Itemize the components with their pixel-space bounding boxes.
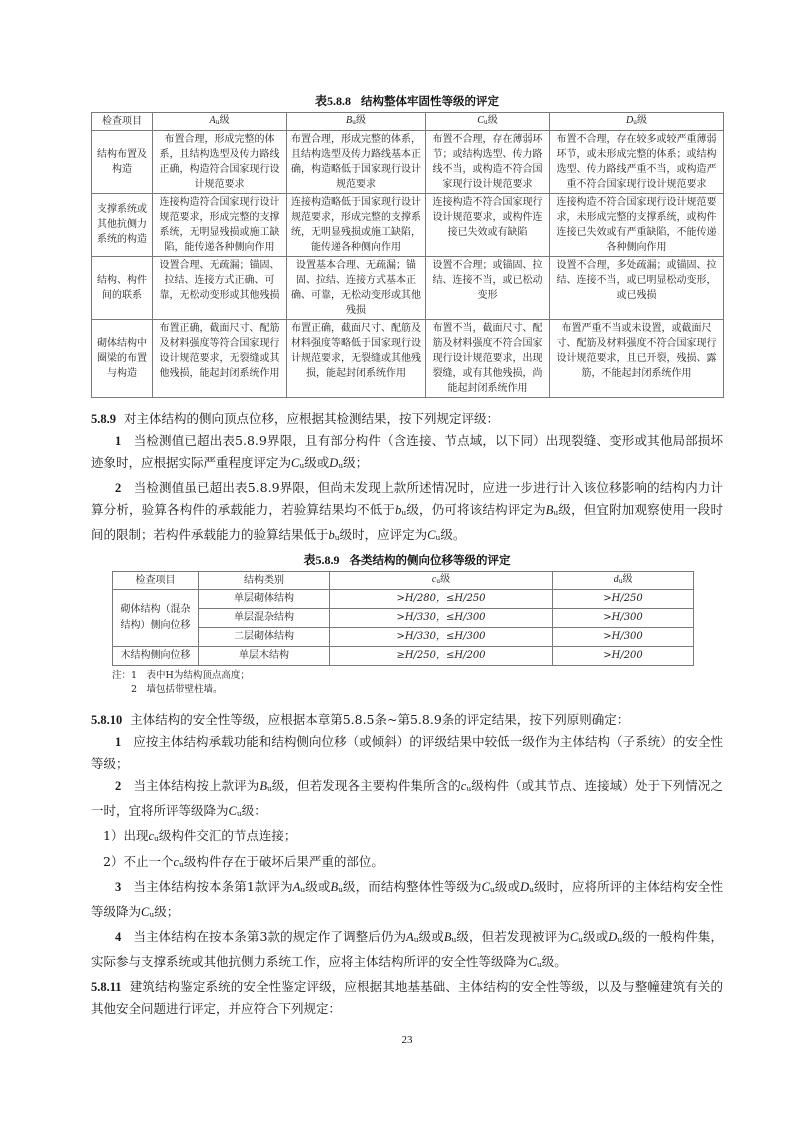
group-masonry: 砌体结构（混杂结构）侧向位移	[113, 590, 199, 647]
cell-type: 单层混杂结构	[199, 609, 330, 628]
table-589-caption	[91, 551, 723, 569]
clause-5810-item-4: 4 当主体结构在按本条第3款的规定作了调整后仍为Au级或Bu级，但若发现被评为Cu级或Du级的一般构件集，实际参与支撑系统或其他抗侧力系统工作，应将主体结构所评的安全性等级降为Cu级。	[91, 928, 723, 970]
header-grade-c: cu级	[330, 572, 553, 590]
cell-c: >H/330，≤H/300	[330, 628, 553, 647]
table-row	[113, 609, 694, 628]
clause-589-item-2: 2 当检测值虽已超出表5.8.9界限，但尚未发现上款所述情况时，应进一步进行计入该位移影响的结构内力计算分析，验算各构件的承载能力，若验算结果均不低于bu级，仍可将该结构评定为Bu级，但宜附加观察使用一段时间的限制；若构件承载能力的验算结果低于bu级时，应评定为Cu级。	[91, 480, 723, 543]
table-row	[92, 193, 724, 256]
header-check-item: 检查项目	[92, 113, 153, 131]
cell-d: 布置严重不当或未设置，或截面尺寸、配筋及材料强度不符合国家现行设计规范要求，且已开裂，残损、露筋，不能起封闭系统作用	[550, 319, 724, 397]
table-588-caption	[91, 92, 723, 110]
cell-c: ≥H/250，≤H/200	[330, 647, 553, 666]
clause-589-item-1: 1 当检测值已超出表5.8.9界限，且有部分构件（含连接、节点域，以下同）出现裂缝、变形或其他局部损坏迹象时，应根据实际严重程度评定为Cu级或Du级；	[91, 432, 723, 471]
cell-c: 设置不合理；或锚固、拉结、连接不当，或已松动变形	[426, 256, 550, 319]
header-grade-a: Au级	[153, 113, 287, 131]
header-grade-d: Du级	[550, 113, 724, 131]
group-timber: 木结构侧向位移	[113, 647, 199, 666]
table-row	[92, 130, 724, 193]
table-588-title: 结构整体牢固性等级的评定	[361, 94, 499, 108]
row-item: 结构布置及构造	[92, 130, 153, 193]
cell-b: 连接构造略低于国家现行设计规范要求，形成完整的支撑系统，无明显残损或施工缺陷，能传递各种侧向作用	[287, 193, 426, 256]
row-item: 结构、构件间的联系	[92, 256, 153, 319]
table-589-note-1: 注：1 表中H为结构顶点高度；	[112, 670, 250, 682]
cell-c: 布置不合理，存在薄弱环节；或结构选型、传力路线不当，或构造不符合国家现行设计规范要求	[426, 130, 550, 193]
header-structure-type: 结构类别	[199, 572, 330, 590]
page-number: 23	[401, 1034, 413, 1047]
header-grade-b: Bu级	[287, 113, 426, 131]
clause-5810	[91, 709, 723, 1020]
cell-b: 布置合理，形成完整的体系，且结构选型及传力路线基本正确，构造略低于国家现行设计规范要求	[287, 130, 426, 193]
table-row	[113, 628, 694, 647]
cell-c: >H/330，≤H/300	[330, 609, 553, 628]
cell-b: 设置基本合理、无疏漏；锚固、拉结、连接方式基本正确、可靠，无松动变形或其他残损	[287, 256, 426, 319]
clause-5810-sub-2: 2）不止一个cu级构件存在于破坏后果严重的部位。	[103, 853, 384, 869]
table-row	[113, 647, 694, 666]
cell-a: 设置合理、无疏漏；锚固、拉结、连接方式正确、可靠，无松动变形或其他残损	[153, 256, 287, 319]
row-item: 支撑系统或其他抗侧力系统的构造	[92, 193, 153, 256]
row-item: 砌体结构中圈梁的布置与构造	[92, 319, 153, 397]
cell-type: 二层砌体结构	[199, 628, 330, 647]
cell-b: 布置正确，截面尺寸、配筋及材料强度等略低于国家现行设计规范要求，无裂缝或其他残损，能起封闭系统作用	[287, 319, 426, 397]
table-588	[91, 112, 724, 398]
cell-c: 布置不当，截面尺寸、配筋及材料强度不符合国家现行设计规范要求，出现裂缝，或有其他残损，尚能起封闭系统作用	[426, 319, 550, 397]
cell-type: 单层木结构	[199, 647, 330, 666]
cell-d: 连接构造不符合国家现行设计规范要求，未形成完整的支撑系统，或构件连接已失效或有严重缺陷，不能传递各种侧向作用	[550, 193, 724, 256]
table-589-title: 各类结构的侧向位移等级的评定	[349, 553, 511, 568]
cell-c: >H/280，≤H/250	[330, 590, 553, 609]
clause-5810-item-3: 3 当主体结构按本条第1款评为Au级或Bu级，而结构整体性等级为Cu级或Du级时，应将所评的主体结构安全性等级降为Cu级；	[91, 878, 723, 919]
cell-d: >H/300	[553, 628, 694, 647]
table-row	[113, 590, 694, 609]
cell-d: >H/300	[553, 609, 694, 628]
cell-a: 布置合理，形成完整的体系，且结构选型及传力路线正确，构造符合国家现行设计规范要求	[153, 130, 287, 193]
clause-5811: 5.8.11 建筑结构鉴定系统的安全性鉴定评级，应根据其地基基础、主体结构的安全性等级，以及与整幢建筑有关的其他安全问题进行评定，并应符合下列规定：	[91, 979, 723, 1017]
cell-d: 布置不合理，存在较多或较严重薄弱环节，或未形成完整的体系；或结构选型、传力路线严重不当，或构造严重不符合国家现行设计规范要求	[550, 130, 724, 193]
table-589-number: 表5.8.9	[303, 553, 340, 568]
header-check-item: 检查项目	[113, 572, 199, 590]
cell-d: 设置不合理，多处疏漏；或锚固、拉结、连接不当，或已明显松动变形，或已残损	[550, 256, 724, 319]
cell-d: >H/200	[553, 647, 694, 666]
page-content	[91, 92, 723, 1046]
cell-a: 布置正确，截面尺寸、配筋及材料强度等符合国家现行设计规范要求，无裂缝或其他残损，能起封闭系统作用	[153, 319, 287, 397]
clause-5810-item-1: 1 应按主体结构承载功能和结构侧向位移（或倾斜）的评级结果中较低一级作为主体结构（子系统）的安全性等级；	[91, 734, 723, 772]
table-row	[92, 319, 724, 397]
cell-c: 连接构造不符合国家现行设计规范要求，或构件连接已失效或有缺陷	[426, 193, 550, 256]
clause-5810-heading: 5.8.10 主体结构的安全性等级，应根据本章第5.8.5条~第5.8.9条的评定结果，按下列原则确定：	[91, 712, 630, 728]
table-589-note-2: 2 墙包括带壁柱墙。	[131, 684, 223, 696]
table-589-block	[112, 571, 693, 697]
header-grade-c: Cu级	[426, 113, 550, 131]
clause-589-heading: 5.8.9 对主体结构的侧向顶点位移，应根据其检测结果，按下列规定评级：	[91, 410, 499, 426]
clause-589	[91, 408, 723, 549]
clause-5810-sub-1: 1）出现cu级构件交汇的节点连接；	[103, 828, 297, 844]
clause-5810-item-2: 2 当主体结构按上款评为Bu级，但若发现各主要构件集所含的cu级构件（或其节点、连接域）处于下列情况之一时，宜将所评等级降为Cu级：	[91, 778, 723, 819]
cell-a: 连接构造符合国家现行设计规范要求，形成完整的支撑系统，无明显残损或施工缺陷，能传递各种侧向作用	[153, 193, 287, 256]
table-589	[112, 571, 694, 666]
table-row	[92, 256, 724, 319]
cell-type: 单层砌体结构	[199, 590, 330, 609]
table-588-number: 表5.8.8	[314, 94, 351, 108]
cell-d: >H/250	[553, 590, 694, 609]
table-588-header-row	[92, 113, 724, 131]
header-grade-d: du级	[553, 572, 694, 590]
table-589-header-row	[113, 572, 694, 590]
table-589-notes	[112, 669, 693, 697]
